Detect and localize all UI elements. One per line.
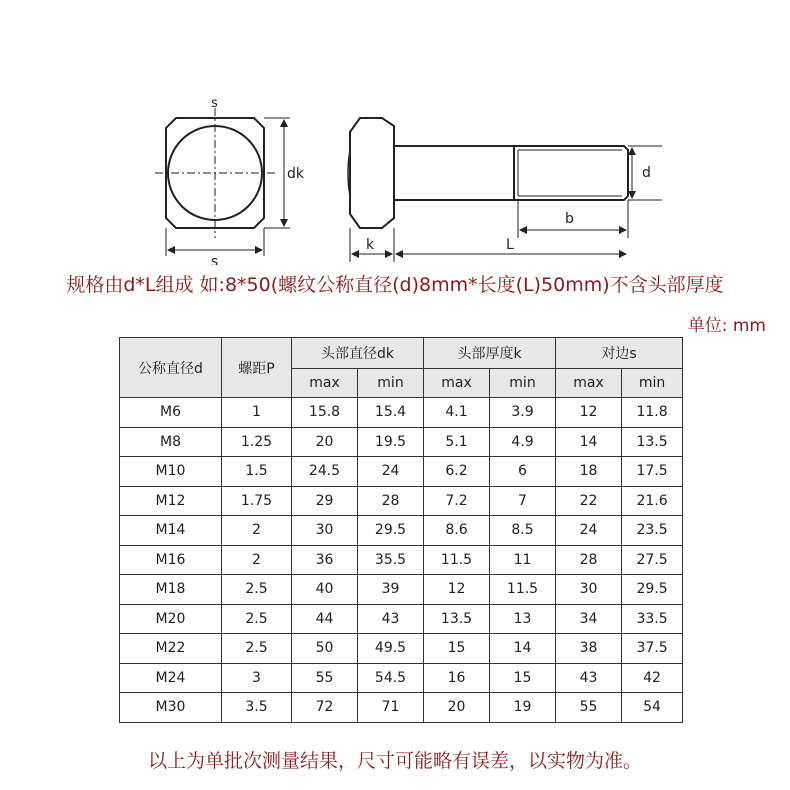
table-cell: 1 bbox=[222, 398, 292, 428]
header-min: min bbox=[490, 369, 556, 398]
table-cell: 2.5 bbox=[222, 634, 292, 664]
table-cell: 15.4 bbox=[358, 398, 424, 428]
table-cell: 28 bbox=[556, 545, 622, 575]
table-cell: 2 bbox=[222, 516, 292, 546]
label-dk: dk bbox=[287, 166, 304, 182]
table-cell: M24 bbox=[120, 663, 222, 693]
header-pitch: 螺距P bbox=[222, 338, 292, 398]
table-cell: 6.2 bbox=[424, 457, 490, 487]
table-cell: 2.5 bbox=[222, 575, 292, 605]
table-cell: 12 bbox=[556, 398, 622, 428]
table-cell: 54.5 bbox=[358, 663, 424, 693]
table-cell: 3.9 bbox=[490, 398, 556, 428]
table-cell: 20 bbox=[292, 427, 358, 457]
table-cell: 1.25 bbox=[222, 427, 292, 457]
table-cell: 13.5 bbox=[424, 604, 490, 634]
side-view bbox=[348, 118, 628, 228]
table-cell: 22 bbox=[556, 486, 622, 516]
table-cell: 12 bbox=[424, 575, 490, 605]
table-cell: 4.1 bbox=[424, 398, 490, 428]
table-cell: 50 bbox=[292, 634, 358, 664]
table-cell: 34 bbox=[556, 604, 622, 634]
table-cell: 16 bbox=[424, 663, 490, 693]
table-cell: M10 bbox=[120, 457, 222, 487]
table-cell: 1.5 bbox=[222, 457, 292, 487]
label-d: d bbox=[642, 165, 651, 181]
table-cell: M6 bbox=[120, 398, 222, 428]
footer-note: 以上为单批次测量结果，尺寸可能略有误差，以实物为准。 bbox=[147, 750, 642, 772]
table-row bbox=[120, 457, 683, 487]
table-cell: 14 bbox=[556, 427, 622, 457]
header-head-thick: 头部厚度k bbox=[424, 338, 556, 369]
table-cell: 14 bbox=[490, 634, 556, 664]
table-cell: M20 bbox=[120, 604, 222, 634]
label-k: k bbox=[366, 237, 375, 253]
table-cell: M30 bbox=[120, 693, 222, 723]
table-cell: 44 bbox=[292, 604, 358, 634]
table-cell: 6 bbox=[490, 457, 556, 487]
table-cell: 29.5 bbox=[622, 575, 683, 605]
table-cell: 33.5 bbox=[622, 604, 683, 634]
table-row bbox=[120, 693, 683, 723]
table-cell: 71 bbox=[358, 693, 424, 723]
table-cell: 29.5 bbox=[358, 516, 424, 546]
table-cell: 38 bbox=[556, 634, 622, 664]
table-cell: 13 bbox=[490, 604, 556, 634]
label-s: s bbox=[211, 96, 218, 111]
table-cell: 35.5 bbox=[358, 545, 424, 575]
table-cell: 29 bbox=[292, 486, 358, 516]
table-cell: 11.5 bbox=[490, 575, 556, 605]
table-cell: 19.5 bbox=[358, 427, 424, 457]
table-cell: 40 bbox=[292, 575, 358, 605]
table-cell: M14 bbox=[120, 516, 222, 546]
table-cell: 11.8 bbox=[622, 398, 683, 428]
header-max: max bbox=[292, 369, 358, 398]
table-cell: 27.5 bbox=[622, 545, 683, 575]
spec-description: 规格由d*L组成 如:8*50(螺纹公称直径(d)8mm*长度(L)50mm)不含头部厚度 bbox=[66, 274, 724, 296]
table-row bbox=[120, 398, 683, 428]
table-cell: 2.5 bbox=[222, 604, 292, 634]
table-cell: 24.5 bbox=[292, 457, 358, 487]
table-cell: 7 bbox=[490, 486, 556, 516]
table-cell: 23.5 bbox=[622, 516, 683, 546]
unit-label: 单位: mm bbox=[687, 316, 766, 336]
table-cell: 7.2 bbox=[424, 486, 490, 516]
table-cell: 36 bbox=[292, 545, 358, 575]
table-cell: 43 bbox=[556, 663, 622, 693]
table-row bbox=[120, 545, 683, 575]
spec-table-body bbox=[120, 398, 683, 723]
table-cell: 18 bbox=[556, 457, 622, 487]
table-cell: 72 bbox=[292, 693, 358, 723]
table-cell: M22 bbox=[120, 634, 222, 664]
table-cell: 30 bbox=[292, 516, 358, 546]
end-view bbox=[155, 108, 275, 238]
table-cell: 55 bbox=[556, 693, 622, 723]
header-max: max bbox=[556, 369, 622, 398]
table-cell: M8 bbox=[120, 427, 222, 457]
table-cell: 15.8 bbox=[292, 398, 358, 428]
table-cell: 17.5 bbox=[622, 457, 683, 487]
table-cell: 3 bbox=[222, 663, 292, 693]
table-cell: 1.75 bbox=[222, 486, 292, 516]
spec-table bbox=[119, 337, 683, 723]
table-cell: 39 bbox=[358, 575, 424, 605]
table-cell: M18 bbox=[120, 575, 222, 605]
header-max: max bbox=[424, 369, 490, 398]
table-row bbox=[120, 427, 683, 457]
table-cell: 54 bbox=[622, 693, 683, 723]
table-cell: 24 bbox=[358, 457, 424, 487]
table-cell: M16 bbox=[120, 545, 222, 575]
bolt-drawing bbox=[0, 0, 790, 265]
table-cell: 4.9 bbox=[490, 427, 556, 457]
table-row bbox=[120, 575, 683, 605]
table-cell: 15 bbox=[490, 663, 556, 693]
table-cell: 11.5 bbox=[424, 545, 490, 575]
header-head-dia: 头部直径dk bbox=[292, 338, 424, 369]
table-cell: 11 bbox=[490, 545, 556, 575]
table-row bbox=[120, 604, 683, 634]
header-nominal: 公称直径d bbox=[120, 338, 222, 398]
table-cell: 8.6 bbox=[424, 516, 490, 546]
table-cell: 5.1 bbox=[424, 427, 490, 457]
table-cell: 2 bbox=[222, 545, 292, 575]
table-cell: 55 bbox=[292, 663, 358, 693]
table-cell: 8.5 bbox=[490, 516, 556, 546]
label-s-bottom: s bbox=[211, 254, 219, 265]
table-cell: 28 bbox=[358, 486, 424, 516]
label-b: b bbox=[565, 211, 574, 227]
header-across: 对边s bbox=[556, 338, 683, 369]
table-cell: 30 bbox=[556, 575, 622, 605]
table-cell: 43 bbox=[358, 604, 424, 634]
header-min: min bbox=[622, 369, 683, 398]
table-cell: 24 bbox=[556, 516, 622, 546]
table-cell: M12 bbox=[120, 486, 222, 516]
table-row bbox=[120, 486, 683, 516]
table-cell: 49.5 bbox=[358, 634, 424, 664]
table-cell: 37.5 bbox=[622, 634, 683, 664]
table-row bbox=[120, 663, 683, 693]
table-cell: 21.6 bbox=[622, 486, 683, 516]
table-cell: 3.5 bbox=[222, 693, 292, 723]
table-row bbox=[120, 634, 683, 664]
table-cell: 20 bbox=[424, 693, 490, 723]
table-cell: 42 bbox=[622, 663, 683, 693]
table-cell: 19 bbox=[490, 693, 556, 723]
header-min: min bbox=[358, 369, 424, 398]
label-L: L bbox=[506, 237, 514, 253]
table-row bbox=[120, 516, 683, 546]
table-cell: 13.5 bbox=[622, 427, 683, 457]
table-cell: 15 bbox=[424, 634, 490, 664]
